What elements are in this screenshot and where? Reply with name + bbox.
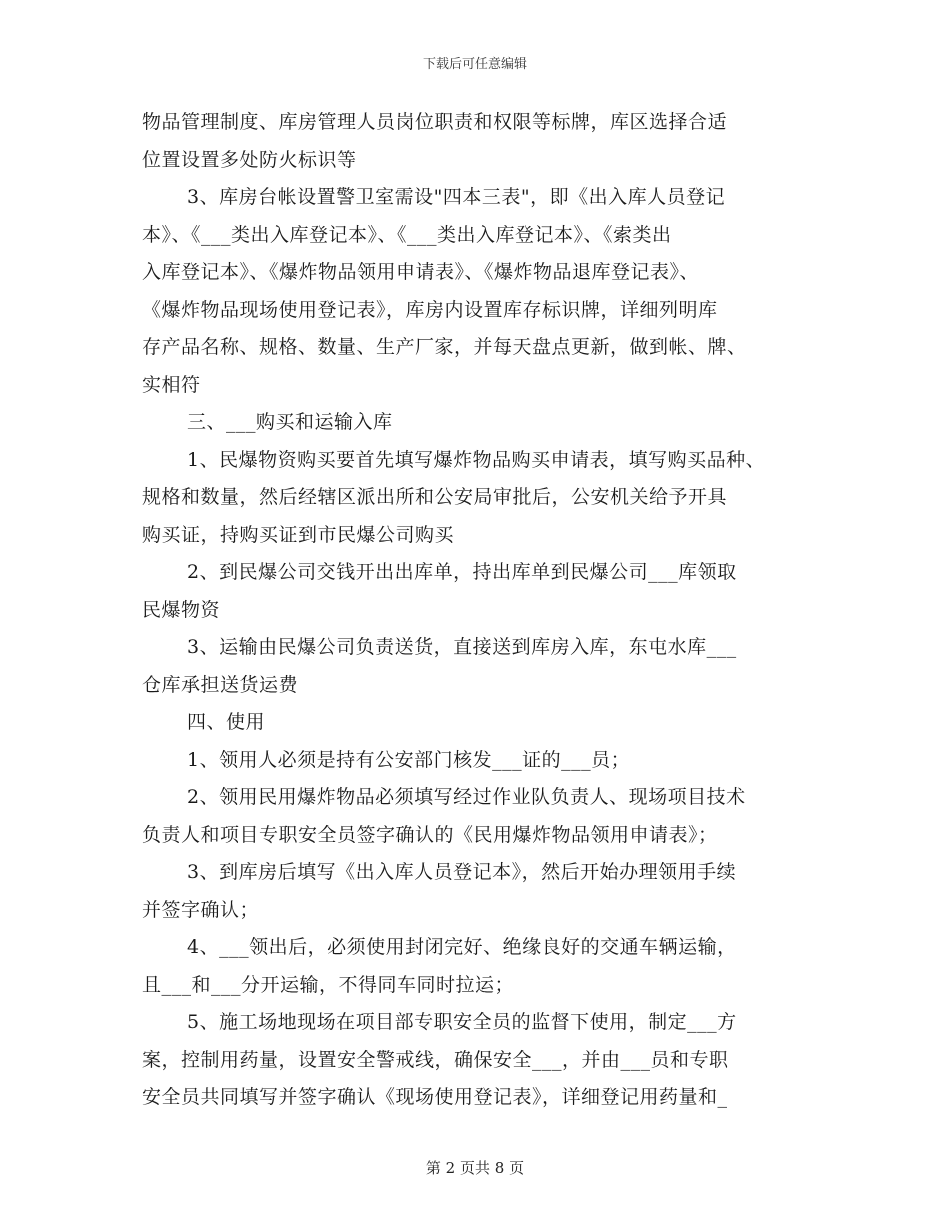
text-line: 存产品名称、规格、数量、生产厂家，并每天盘点更新，做到帐、牌、 — [142, 336, 747, 358]
text-line: 案，控制用药量，设置安全警戒线，确保安全___，并由___员和专职 — [142, 1048, 729, 1071]
text-line: 本》、《___类出入库登记本》、《___类出入库登记本》、《索类出 — [142, 223, 672, 246]
page-footer: 第 2 页共 8 页 — [425, 1159, 525, 1177]
text-line: 1、领用人必须是持有公安部门核发___证的___员； — [187, 748, 631, 771]
text-line: 3、库房台帐设置警卫室需设"四本三表"，即《出入库人员登记 — [187, 186, 726, 208]
text-line: 民爆物资 — [142, 598, 221, 621]
text-line: 四、使用 — [187, 711, 266, 733]
text-line: 并签字确认； — [142, 898, 260, 921]
text-line: 规格和数量，然后经辖区派出所和公安局审批后，公安机关给予开具 — [142, 486, 728, 508]
text-line: 1、民爆物资购买要首先填写爆炸物品购买申请表，填写购买品种、 — [187, 448, 766, 471]
text-line: 且___和___分开运输，不得同车同时拉运； — [142, 973, 515, 996]
text-line: 4、___领出后，必须使用封闭完好、绝缘良好的交通车辆运输， — [187, 936, 737, 958]
text-line: 三、___购买和运输入库 — [187, 411, 393, 433]
text-line: 5、施工场地现场在项目部专职安全员的监督下使用，制定___方 — [187, 1011, 737, 1033]
text-line: 仓库承担送货运费 — [142, 673, 299, 696]
text-line: 《爆炸物品现场使用登记表》，库房内设置库存标识牌，详细列明库 — [142, 298, 718, 321]
text-line: 安全员共同填写并签字确认《现场使用登记表》，详细登记用药量和_ — [142, 1086, 728, 1108]
text-line: 3、到库房后填写《出入库人员登记本》，然后开始办理领用手续 — [187, 861, 737, 883]
text-line: 物品管理制度、库房管理人员岗位职责和权限等标牌，库区选择合适 — [142, 111, 728, 133]
text-line: 2、到民爆公司交钱开出出库单，持出库单到民爆公司___库领取 — [187, 561, 737, 583]
text-line: 购买证，持购买证到市民爆公司购买 — [142, 523, 455, 546]
text-line: 负责人和项目专职安全员签字确认的《民用爆炸物品领用申请表》； — [142, 823, 718, 846]
text-line: 3、运输由民爆公司负责送货，直接送到库房入库，东屯水库___ — [187, 636, 737, 658]
document-body — [142, 104, 822, 1117]
text-line: 2、领用民用爆炸物品必须填写经过作业队负责人、现场项目技术 — [187, 786, 746, 808]
text-line: 位置设置多处防火标识等 — [142, 148, 357, 171]
text-line: 实相符 — [142, 373, 201, 396]
text-line: 入库登记本》、《爆炸物品领用申请表》、《爆炸物品退库登记表》、 — [142, 261, 700, 283]
page-header: 下载后可任意编辑 — [422, 57, 527, 72]
